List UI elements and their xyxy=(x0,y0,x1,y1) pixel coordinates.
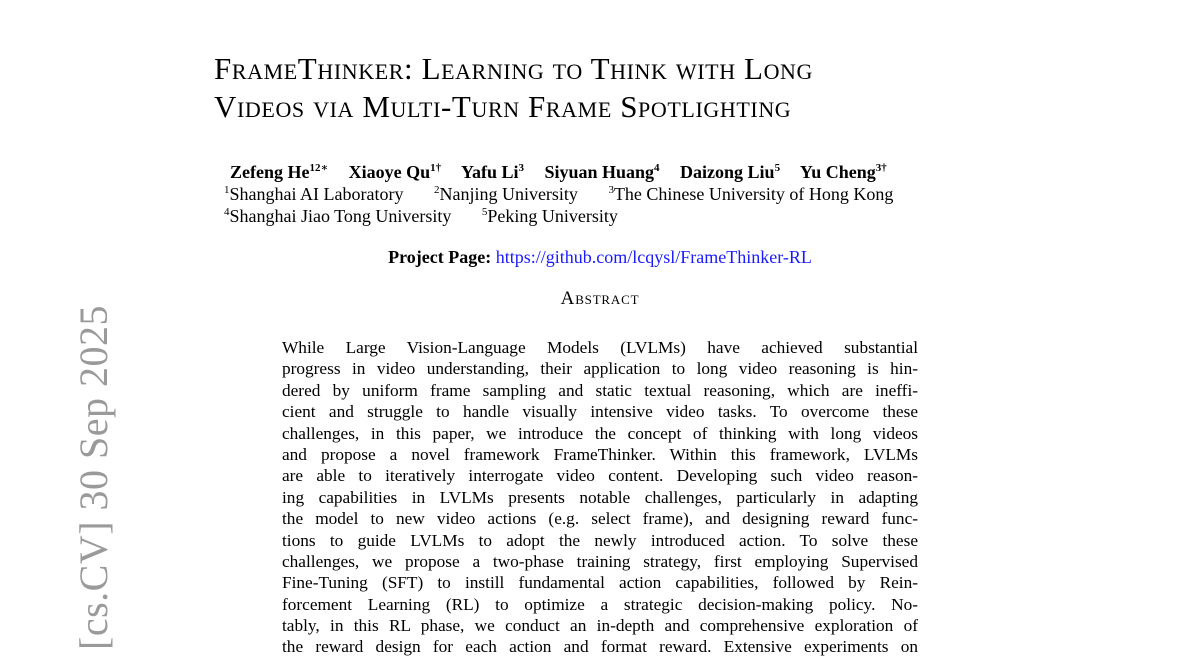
arxiv-stamp-text: [cs.CV] 30 Sep 2025 xyxy=(71,304,116,650)
affil-mark: 5 xyxy=(481,206,488,218)
author-name: Zefeng He xyxy=(230,162,310,182)
author-affil-mark: 4 xyxy=(654,162,660,174)
affil-name: Shanghai Jiao Tong University xyxy=(229,206,452,226)
affil-mark: 1 xyxy=(224,184,230,196)
author-name: Yu Cheng xyxy=(799,162,876,182)
affiliation xyxy=(224,206,451,226)
author-name: Daizong Liu xyxy=(680,162,775,182)
abstract-line: forcement Learning (RL) to optimize a strategic decision-making policy. No- xyxy=(282,594,918,614)
author-name: Xiaoye Qu xyxy=(348,162,431,182)
abstract-line: and propose a novel framework FrameThinker. Within this framework, LVLMs xyxy=(282,444,918,464)
author xyxy=(461,162,524,182)
abstract-line: the model to new video actions (e.g. select frame), and designing reward func- xyxy=(282,509,918,529)
affil-mark: 2 xyxy=(433,184,440,196)
affiliations-line-1 xyxy=(224,184,919,205)
author xyxy=(680,162,780,182)
abstract-line: progress in video understanding, their application to long video reasoning is hin- xyxy=(282,359,918,379)
affil-name: Nanjing University xyxy=(439,184,578,204)
project-page-link[interactable]: https://github.com/lcqysl/FrameThinker-RL xyxy=(495,247,812,267)
abstract-line: cient and struggle to handle visually intensive video tasks. To overcome these xyxy=(282,402,918,422)
project-page-line xyxy=(0,247,1200,268)
abstract-line: are able to iteratively interrogate video content. Developing such video reason- xyxy=(282,466,918,486)
title-line-1: FrameThinker: Learning to Think with Long xyxy=(214,51,814,86)
affil-mark: 3 xyxy=(608,184,614,196)
author xyxy=(349,162,442,182)
author-list xyxy=(230,161,887,183)
author xyxy=(800,162,887,182)
author xyxy=(230,162,328,182)
abstract-body xyxy=(282,337,918,658)
affil-name: Shanghai AI Laboratory xyxy=(229,184,404,204)
abstract-line: tions to guide LVLMs to adopt the newly introduced action. To solve these xyxy=(282,530,918,550)
abstract-line: challenges, in this paper, we introduce the concept of thinking with long videos xyxy=(282,423,918,443)
abstract-line: Fine-Tuning (SFT) to instill fundamental action capabilities, followed by Rein- xyxy=(282,573,918,593)
author-affil-mark: 1† xyxy=(430,162,442,174)
author-affil-mark: 3† xyxy=(875,162,887,174)
author-affil-mark: 12∗ xyxy=(309,162,329,174)
author-name: Siyuan Huang xyxy=(544,162,655,182)
affil-mark: 4 xyxy=(224,206,230,218)
affiliations-line-2 xyxy=(224,206,644,227)
affil-name: Peking University xyxy=(487,206,618,226)
abstract-line: While Large Vision-Language Models (LVLMs) have achieved substantial xyxy=(282,338,918,357)
affiliation xyxy=(434,184,578,204)
author xyxy=(544,162,659,182)
author-name: Yafu Li xyxy=(460,162,519,182)
author-affil-mark: 5 xyxy=(774,162,781,174)
abstract-line: dered by uniform frame sampling and static textual reasoning, which are ineffi- xyxy=(282,380,918,400)
abstract-heading: Abstract xyxy=(560,288,640,309)
abstract-line: challenges, we propose a two-phase training strategy, first employing Supervised xyxy=(282,551,918,571)
arxiv-side-stamp xyxy=(26,0,116,650)
author-affil-mark: 3 xyxy=(518,162,524,174)
paper-title xyxy=(214,50,1014,126)
project-page-label: Project Page: xyxy=(388,247,492,267)
abstract-line: ing capabilities in LVLMs presents notable challenges, particularly in adapting xyxy=(282,487,918,507)
affil-name: The Chinese University of Hong Kong xyxy=(613,184,894,204)
affiliation xyxy=(482,206,618,226)
abstract-line: tably, in this RL phase, we conduct an in-depth and comprehensive exploration of xyxy=(282,616,918,636)
affiliation xyxy=(224,184,403,204)
title-line-2: Videos via Multi-Turn Frame Spotlighting xyxy=(214,89,792,124)
abstract-line: the reward design for each action and format reward. Extensive experiments on xyxy=(282,637,918,657)
affiliation xyxy=(608,184,893,204)
